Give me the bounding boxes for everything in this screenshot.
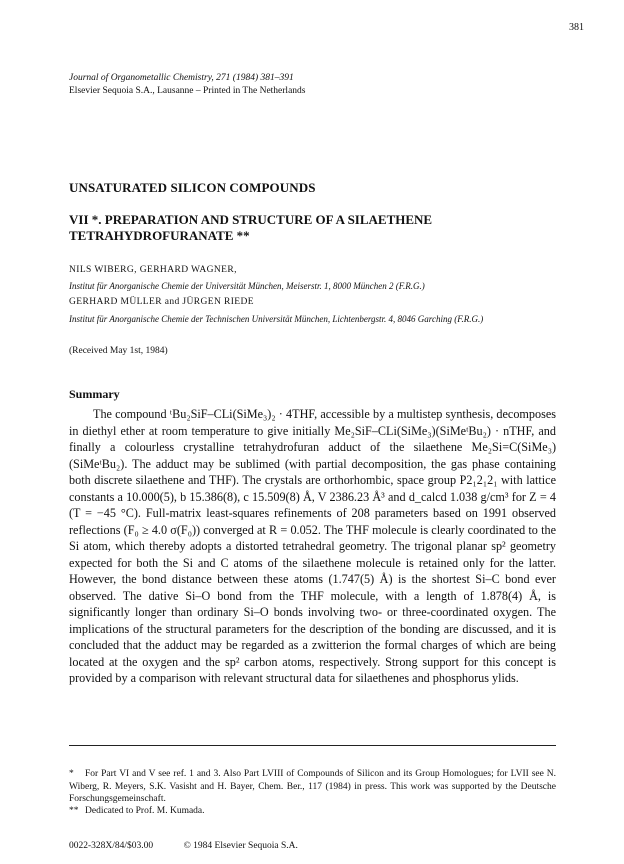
footnote-text: For Part VI and V see ref. 1 and 3. Also Part LVIII of Compounds of Silicon and its Group Homologues; for LVII see N. Wiberg, R. Meyers, S.K. Vasisht and H. Bayer, Chem. Ber., 117 (1984) in press. This work was supported by the Deutsche Forschungsgemeinschaft. <box>69 769 556 804</box>
footnote-divider <box>69 745 556 746</box>
publisher-line: Elsevier Sequoia S.A., Lausanne – Printed in The Netherlands <box>69 86 306 96</box>
footnote-mark: * <box>69 769 74 779</box>
affiliation-2: Institut für Anorganische Chemie der Technischen Universität München, Lichtenbergstr. 4, 8046 Garching (F.R.G.) <box>69 314 484 324</box>
footnote-1 <box>69 768 556 806</box>
authors-group-1: NILS WIBERG, GERHARD WAGNER, <box>69 265 237 275</box>
article-title: VII *. PREPARATION AND STRUCTURE OF A SILAETHENE TETRAHYDROFURANATE ** <box>69 212 433 243</box>
received-date: (Received May 1st, 1984) <box>69 346 168 356</box>
affiliation-1: Institut für Anorganische Chemie der Universität München, Meiserstr. 1, 8000 München 2 (F.R.G.) <box>69 281 425 291</box>
summary-body <box>69 406 556 687</box>
footnote-2 <box>69 805 556 818</box>
copyright-line: © 1984 Elsevier Sequoia S.A. <box>183 841 298 851</box>
series-title: UNSATURATED SILICON COMPOUNDS <box>69 180 316 195</box>
journal-citation: Journal of Organometallic Chemistry, 271 (1984) 381–391 <box>69 73 294 83</box>
authors-group-2: GERHARD MÜLLER and JÜRGEN RIEDE <box>69 297 254 307</box>
journal-info <box>69 72 305 98</box>
page-footer <box>69 841 326 851</box>
summary-paragraph: The compound ᵗBu₂SiF–CLi(SiMe₃)₂ · 4THF, accessible by a multistep synthesis, decomposes in diethyl ether at room temperature to give initially Me₂SiF–CLi(SiMe₃)(SiMeᵗBu₂) · nTHF, and finally a colourless crystalline tetrahydrofuran adduct of the silaethene Me₂Si=C(SiMe₃)(SiMeᵗBu₂). The adduct may be sublimed (with partial decomposition, the gas phase containing both discrete silaethene and THF). The crystals are orthorhombic, space group P2₁2₁2₁ with lattice constants a 10.000(5), b 15.386(8), c 15.509(8) Å, V 2386.23 Å³ and d_calcd 1.038 g/cm³ for Z = 4 (T = −45 °C). Full-matrix least-squares refinements of 208 parameters based on 1991 observed reflections (F₀ ≥ 4.0 σ(F₀)) converged at R = 0.052. The THF molecule is clearly coordinated to the Si atom, which thereby adopts a distorted tetrahedral geometry. The trigonal planar sp² geometry expected for both the Si and C atoms of the silaethene molecule is retained only for the latter. However, the bond distance between these atoms (1.747(5) Å) is the shortest Si–C bond ever observed. The dative Si–O bond from the THF molecule, with a length of 1.878(4) Å, is significantly longer than ordinary Si–O bonds involving two- or three-coordinated oxygen. The implications of the structural parameters for the description of the bonding are discussed, and it is concluded that the adduct may be regarded as a zwitterion the formal charges of which are being located at the oxygen and the sp² carbon atoms, respectively. Strong support for this concept is provided by a comparison with relevant structural data for silaethenes and phosphorus ylids. <box>69 407 556 685</box>
summary-heading: Summary <box>69 387 120 401</box>
footnote-text: Dedicated to Prof. M. Kumada. <box>85 806 205 816</box>
page-number: 381 <box>569 22 584 33</box>
footnote-mark: ** <box>69 806 79 816</box>
issn-price: 0022-328X/84/$03.00 <box>69 841 154 851</box>
